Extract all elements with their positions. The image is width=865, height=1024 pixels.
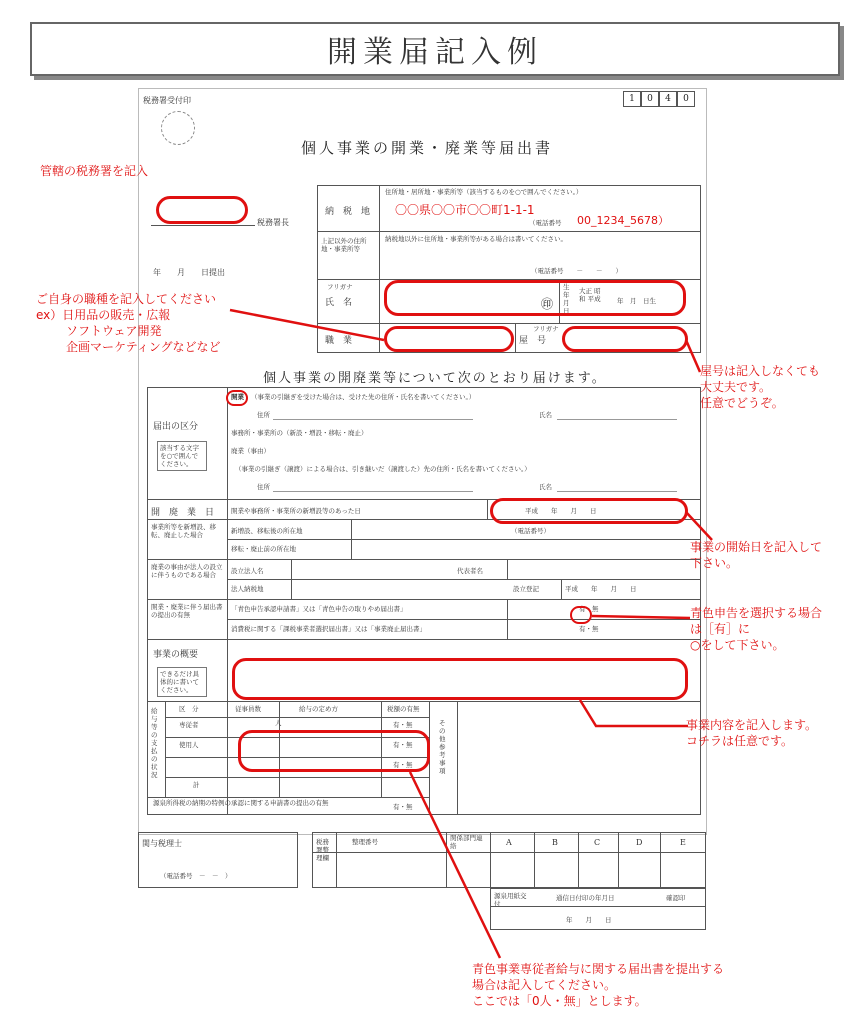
gaiyo-note: できるだけ具体的に書いてください。 xyxy=(157,667,207,697)
toki-date: 平成 年 月 日 xyxy=(565,585,637,593)
annotation-yago-3: 任意でどうぞ。 xyxy=(700,396,784,410)
kyuyo-row: 専従者 xyxy=(179,721,199,729)
office-header: 関係部門連絡 xyxy=(450,834,483,850)
leader-kyuyo xyxy=(410,772,500,958)
phone-blank: （電話番号 － － ） xyxy=(531,267,622,275)
leader-occupation xyxy=(230,310,384,340)
office-row-label: 源泉用紙交付 xyxy=(494,892,527,908)
birth-ymd: 年 月 日生 xyxy=(617,297,656,305)
office-header: E xyxy=(680,838,686,847)
annotation-occupation-1: ご自身の職種を記入してください xyxy=(36,292,217,306)
kaigyo-option: 開業 xyxy=(231,393,244,401)
birth-label: 生年月日 xyxy=(563,283,570,315)
seal-mark: ㊞ xyxy=(541,297,554,311)
leader-content xyxy=(580,700,688,726)
annotation-kyuyo-1: 青色事業専従者給与に関する届出書を提出する xyxy=(472,962,725,976)
leader-yago xyxy=(686,340,700,372)
leader-aoiro xyxy=(592,616,690,618)
zeirishi-phone: （電話番号 － － ） xyxy=(160,872,232,880)
annotation-kyuyo-2: 場合は記入してください。 xyxy=(472,978,617,992)
shohi-label: 消費税に関する「課税事業者選択届出書」又は「事業廃止届出書」 xyxy=(231,625,426,633)
form-number-digit: 1 xyxy=(623,91,641,107)
kyuyo-header: 税額の有無 xyxy=(387,705,420,713)
annotation-content-1: 事業内容を記入します。 xyxy=(686,718,818,732)
section-title: 個人事業の開廃業等について次のとおり届けます。 xyxy=(263,371,607,386)
name-label: 氏 名 xyxy=(325,298,353,308)
form-title: 個人事業の開業・廃業等届出書 xyxy=(301,139,554,157)
tax-office-suffix: 税務署長 xyxy=(257,218,289,227)
annotation-aoiro-1: 青色申告を選択する場合 xyxy=(690,606,823,620)
shimei-2: 氏名 xyxy=(539,483,552,491)
shohi-choice: 有・無 xyxy=(579,625,599,633)
submission-date: 年 月 日提出 xyxy=(153,268,225,277)
office-header: C xyxy=(594,838,601,847)
kyuyo-choice: 有・無 xyxy=(393,761,413,769)
hojin-label: 廃業の事由が法人の設立に伴うものである場合 xyxy=(151,563,223,579)
kyuyo-row: 使用人 xyxy=(179,741,199,749)
annotation-start-date-2: 下さい。 xyxy=(690,556,739,570)
start-date-value: 平成 年 月 日 xyxy=(525,507,597,515)
phone-value: 00_1234_5678） xyxy=(577,214,669,227)
kyuyo-header: 区 分 xyxy=(179,705,199,713)
sonota-label: その他参考事項 xyxy=(439,719,446,775)
office-row-label: 通信日付印の年月日 xyxy=(556,894,615,902)
gensen-label: 源泉所得税の納期の特例の承認に関する申請書の提出の有無 xyxy=(153,799,329,807)
era-options: 大正 昭和 平成 xyxy=(579,287,601,303)
date-desc: 開業や事務所・事業所の新増設等のあった日 xyxy=(231,507,361,515)
toki-label: 設立登記 xyxy=(513,585,539,593)
office-header: A xyxy=(506,838,512,847)
kyuyo-choice: 有・無 xyxy=(393,721,413,729)
jigyosho-label: 事業所等を新増設、移転、廃止した場合 xyxy=(151,523,216,539)
phone-label: （電話番号 xyxy=(529,219,562,227)
tax-office-stamp-label: 税務署受付印 xyxy=(143,96,191,105)
jusho-2: 住所 xyxy=(257,483,270,491)
hojin-place-label: 法人納税地 xyxy=(231,585,264,593)
annotation-occupation-4: 企画マーケティングなどなど xyxy=(66,340,221,354)
office-header: B xyxy=(552,838,558,847)
kubun-note: 該当する文字を○で囲んでください。 xyxy=(157,441,207,471)
annotation-start-date-1: 事業の開始日を記入して xyxy=(690,540,823,554)
haigyo-line: 廃業（事由） xyxy=(231,447,270,455)
todoke-label: 開業・廃業に伴う届出書の提出の有無 xyxy=(151,603,223,619)
other-address-note: 納税地以外に住所地・事業所等がある場合は書いてください。 xyxy=(385,235,567,243)
annotation-occupation-3: ソフトウェア開発 xyxy=(66,324,162,338)
page-title: 開業届記入例 xyxy=(327,35,543,70)
office-row-label: 税務署整理欄 xyxy=(316,838,329,862)
annotation-yago-1: 屋号は記入しなくても xyxy=(700,364,821,378)
form-number-digit: 4 xyxy=(659,91,677,107)
annotation-yago-2: 大丈夫です。 xyxy=(700,380,772,394)
name-furigana: フリガナ xyxy=(327,283,353,291)
gaiyo-label: 事業の概要 xyxy=(153,650,199,660)
kyuyo-label: 給与等の支払の状況 xyxy=(151,707,158,779)
address-value: 〇〇県〇〇市〇〇町1-1-1 xyxy=(395,203,535,217)
aoiro-label: 「青色申告承認申請書」又は「青色申告の取りやめ届出書」 xyxy=(231,605,407,613)
kyuyo-header: 従事員数 xyxy=(235,705,261,713)
office-row-label: 確認印 xyxy=(666,894,686,902)
hojin-name-label: 設立法人名 xyxy=(231,567,264,575)
kyuyo-choice: 有・無 xyxy=(393,741,413,749)
iten-label: 移転・廃止前の所在地 xyxy=(231,545,296,553)
nozei-note: 住所地・居所地・事業所等（該当するものを○で囲んでください。） xyxy=(385,188,583,196)
kyuyo-total: 計 xyxy=(193,781,200,789)
annotation-occupation-2: ex）日用品の販売・広報 xyxy=(36,308,171,322)
daihyo-label: 代表者名 xyxy=(457,567,483,575)
annotation-kyuyo-3: ここでは「0人・無」とします。 xyxy=(472,994,647,1008)
office-date: 年 月 日 xyxy=(566,916,612,924)
kaigyo-note: （事業の引継ぎを受けた場合は、受けた先の住所・氏名を書いてください。） xyxy=(251,393,476,401)
office-header: 整理番号 xyxy=(352,838,378,846)
annotation-aoiro-3: ○をして下さい。 xyxy=(690,638,785,652)
other-address-label: 上記以外の住所地・事業所等 xyxy=(321,237,367,253)
shimei-1: 氏名 xyxy=(539,411,552,419)
kyuyo-header: 給与の定め方 xyxy=(299,705,338,713)
phone-short: （電話番号） xyxy=(511,527,550,535)
form-number-digit: 0 xyxy=(641,91,659,107)
zeirishi-label: 関与税理士 xyxy=(142,839,182,848)
aoiro-choice: 有・無 xyxy=(579,605,599,613)
jusho-1: 住所 xyxy=(257,411,270,419)
kubun-label: 届出の区分 xyxy=(153,422,199,432)
leader-start-date xyxy=(686,512,712,540)
form-number-digit: 0 xyxy=(677,91,695,107)
annotation-tax-office: 管轄の税務署を記入 xyxy=(40,164,149,178)
occupation-label: 職 業 xyxy=(325,336,353,346)
date-label: 開 廃 業 日 xyxy=(151,508,215,518)
yago-furigana: フリガナ xyxy=(533,325,559,333)
jigyosho-line: 事務所・事業所の（新設・増設・移転・廃止） xyxy=(231,429,368,437)
kyuyo-filled: 人 xyxy=(275,719,282,727)
shinsetsu-label: 新増設、移転後の所在地 xyxy=(231,527,303,535)
annotation-aoiro-2: は［有］に xyxy=(690,622,751,636)
nozei-label: 納 税 地 xyxy=(325,207,371,217)
office-header: D xyxy=(636,838,643,847)
gensen-choice: 有・無 xyxy=(393,803,413,811)
annotation-content-2: コチラは任意です。 xyxy=(686,734,794,748)
yago-label: 屋 号 xyxy=(519,336,547,346)
haigyo-note: （事業の引継ぎ（譲渡）による場合は、引き継いだ（譲渡した）先の住所・氏名を書いてください。） xyxy=(235,465,531,473)
